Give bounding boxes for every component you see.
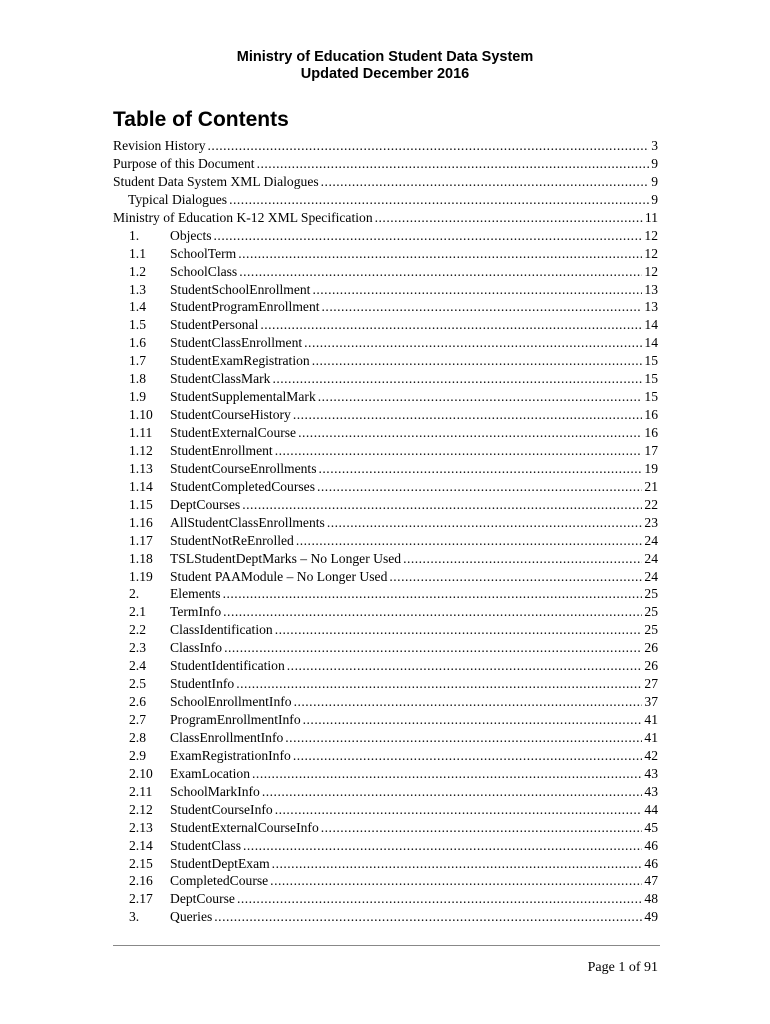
- toc-dot-leader: [321, 819, 643, 837]
- toc-list: [113, 137, 658, 926]
- toc-entry-number: 2.11: [129, 783, 153, 799]
- toc-dot-leader: [208, 137, 650, 155]
- toc-entry-number: 2.14: [129, 837, 153, 853]
- toc-entry-title: AllStudentClassEnrollments: [170, 514, 325, 530]
- toc-dot-leader: [317, 478, 642, 496]
- toc-entry-title: StudentInfo: [170, 676, 235, 692]
- toc-entry-title: ClassInfo: [170, 640, 223, 656]
- toc-entry-page: 22: [644, 496, 658, 512]
- toc-dot-leader: [327, 514, 643, 532]
- toc-entry[interactable]: [113, 496, 658, 514]
- toc-entry[interactable]: [113, 370, 658, 388]
- toc-entry[interactable]: [113, 442, 658, 460]
- toc-entry-page: 12: [644, 227, 658, 243]
- toc-entry[interactable]: [113, 352, 658, 370]
- toc-entry-title: ClassEnrollmentInfo: [170, 729, 284, 745]
- toc-dot-leader: [321, 173, 650, 191]
- toc-dot-leader: [275, 801, 643, 819]
- toc-entry-number: 2.10: [129, 765, 153, 781]
- toc-entry-number: 2.16: [129, 873, 153, 889]
- toc-entry[interactable]: [113, 783, 658, 801]
- toc-entry-title: Elements: [170, 586, 221, 602]
- toc-entry[interactable]: [113, 693, 658, 711]
- page-number: Page 1 of 91: [587, 960, 658, 975]
- toc-entry-page: 16: [644, 425, 658, 440]
- toc-entry-title: Purpose of this Document: [113, 155, 255, 171]
- toc-entry-page: 26: [644, 658, 658, 674]
- toc-dot-leader: [275, 621, 643, 639]
- toc-entry-number: 1.4: [129, 299, 146, 315]
- toc-dot-leader: [298, 424, 642, 442]
- toc-dot-leader: [229, 191, 649, 209]
- toc-entry-page: 12: [644, 263, 658, 279]
- toc-dot-leader: [214, 908, 642, 926]
- toc-entry-number: 1.7: [129, 353, 146, 369]
- toc-entry-page: 43: [644, 765, 658, 781]
- toc-entry-number: 1.9: [129, 389, 146, 405]
- toc-entry-title: Objects: [170, 227, 212, 243]
- toc-dot-leader: [312, 352, 643, 370]
- toc-entry-title: ProgramEnrollmentInfo: [170, 712, 301, 727]
- toc-entry-number: 2.2: [129, 622, 146, 638]
- toc-entry-title: StudentPersonal: [170, 317, 259, 333]
- toc-entry[interactable]: [113, 621, 658, 639]
- toc-dot-leader: [285, 729, 642, 747]
- toc-entry-title: StudentClass: [170, 837, 241, 853]
- toc-entry-title: Revision History: [113, 138, 206, 153]
- toc-entry-page: 26: [644, 640, 658, 656]
- toc-entry-number: 1.16: [129, 514, 153, 530]
- toc-entry[interactable]: [113, 872, 658, 890]
- toc-entry[interactable]: [113, 137, 658, 155]
- toc-dot-leader: [260, 316, 642, 334]
- toc-entry-page: 45: [644, 819, 658, 835]
- toc-entry-number: 1.12: [129, 442, 153, 458]
- toc-entry-page: 21: [644, 478, 658, 494]
- toc-dot-leader: [312, 281, 642, 299]
- toc-entry-title: ExamRegistrationInfo: [170, 747, 291, 763]
- toc-entry-page: 13: [644, 281, 658, 297]
- toc-entry-page: 48: [644, 891, 658, 907]
- toc-dot-leader: [296, 532, 643, 550]
- toc-dot-leader: [403, 550, 642, 568]
- toc-entry-page: 47: [644, 873, 658, 889]
- toc-dot-leader: [224, 639, 642, 657]
- toc-entry-page: 9: [651, 191, 658, 207]
- toc-entry-page: 37: [644, 694, 658, 710]
- toc-entry-title: StudentCourseHistory: [170, 407, 291, 423]
- toc-entry-number: 1.17: [129, 532, 153, 548]
- toc-entry-number: 1.13: [129, 460, 153, 476]
- toc-entry[interactable]: [113, 855, 658, 873]
- toc-dot-leader: [293, 406, 643, 424]
- toc-dot-leader: [272, 370, 642, 388]
- toc-entry[interactable]: [113, 765, 658, 783]
- toc-entry-number: 1.8: [129, 371, 146, 387]
- toc-dot-leader: [237, 890, 642, 908]
- toc-entry-page: 41: [644, 712, 658, 727]
- toc-entry[interactable]: [113, 585, 658, 603]
- header-date: Updated December 2016: [300, 66, 470, 82]
- toc-entry-page: 9: [651, 155, 658, 171]
- toc-dot-leader: [214, 227, 643, 245]
- toc-entry-page: 14: [644, 317, 658, 333]
- toc-entry-title: StudentExamRegistration: [170, 353, 310, 369]
- toc-dot-leader: [294, 693, 643, 711]
- toc-dot-leader: [272, 855, 643, 873]
- toc-entry[interactable]: [113, 837, 658, 855]
- toc-entry[interactable]: [113, 514, 658, 532]
- toc-entry-title: StudentClassMark: [170, 371, 271, 387]
- toc-dot-leader: [239, 263, 642, 281]
- toc-entry-title: StudentNotReEnrolled: [170, 532, 294, 548]
- toc-entry-page: 23: [644, 514, 658, 530]
- toc-entry-title: CompletedCourse: [170, 873, 269, 889]
- toc-entry-number: 2.15: [129, 855, 153, 871]
- toc-entry[interactable]: [113, 460, 658, 478]
- toc-entry-number: 2.12: [129, 801, 153, 817]
- toc-entry-number: 1.15: [129, 496, 153, 512]
- toc-entry-title: StudentExternalCourseInfo: [170, 819, 319, 835]
- toc-entry-title: ExamLocation: [170, 765, 251, 781]
- toc-entry[interactable]: [113, 657, 658, 675]
- toc-entry-page: 41: [644, 729, 658, 745]
- toc-entry-page: 19: [644, 460, 658, 476]
- toc-entry-number: 2.1: [129, 604, 146, 620]
- toc-entry[interactable]: [113, 603, 658, 621]
- toc-entry-number: 2.4: [129, 658, 146, 674]
- toc-entry[interactable]: [113, 406, 658, 424]
- toc-entry-page: 13: [644, 299, 658, 315]
- toc-entry-page: 15: [644, 353, 658, 369]
- toc-entry-page: 46: [644, 837, 658, 853]
- toc-dot-leader: [223, 603, 642, 621]
- toc-entry-title: Student Data System XML Dialogues: [113, 173, 319, 189]
- header-title: Ministry of Education Student Data System: [236, 49, 534, 65]
- toc-entry[interactable]: [113, 191, 658, 209]
- toc-entry-page: 42: [644, 747, 658, 763]
- toc-dot-leader: [319, 460, 643, 478]
- toc-entry-page: 43: [644, 783, 658, 799]
- toc-entry-page: 46: [644, 855, 658, 871]
- toc-entry-page: 49: [644, 909, 658, 925]
- toc-entry[interactable]: [113, 801, 658, 819]
- toc-entry[interactable]: [113, 675, 658, 693]
- toc-entry-number: 1.2: [129, 263, 146, 279]
- toc-dot-leader: [223, 585, 643, 603]
- toc-entry-page: 24: [644, 568, 658, 584]
- toc-entry-title: DeptCourses: [170, 496, 241, 512]
- toc-dot-leader: [389, 568, 642, 586]
- toc-entry-page: 11: [644, 209, 658, 225]
- toc-entry-number: 2.5: [129, 676, 146, 692]
- toc-entry-title: SchoolClass: [170, 263, 238, 279]
- toc-entry-title: Queries: [170, 909, 213, 925]
- toc-entry[interactable]: [113, 711, 658, 729]
- toc-dot-leader: [262, 783, 643, 801]
- toc-entry-title: StudentIdentification: [170, 658, 285, 674]
- toc-entry[interactable]: [113, 316, 658, 334]
- toc-entry-page: 15: [644, 371, 658, 387]
- toc-entry[interactable]: [113, 424, 658, 442]
- toc-entry[interactable]: [113, 478, 658, 496]
- toc-dot-leader: [287, 657, 643, 675]
- toc-entry-page: 9: [651, 173, 658, 189]
- toc-entry[interactable]: [113, 747, 658, 765]
- toc-entry-title: SchoolTerm: [170, 245, 237, 261]
- toc-entry-page: 24: [644, 550, 658, 566]
- toc-dot-leader: [236, 675, 642, 693]
- toc-entry-number: 1.14: [129, 478, 153, 494]
- toc-dot-leader: [303, 711, 643, 729]
- toc-dot-leader: [243, 837, 642, 855]
- toc-entry[interactable]: [113, 298, 658, 316]
- toc-dot-leader: [242, 496, 642, 514]
- toc-heading: Table of Contents: [113, 108, 289, 131]
- toc-entry-title: StudentClassEnrollment: [170, 335, 303, 351]
- toc-entry-page: 25: [644, 622, 658, 638]
- toc-entry-page: 16: [644, 407, 658, 423]
- toc-dot-leader: [252, 765, 642, 783]
- toc-entry-title: StudentSchoolEnrollment: [170, 281, 311, 297]
- toc-entry-page: 27: [644, 676, 658, 692]
- toc-entry-title: StudentExternalCourse: [170, 425, 297, 440]
- toc-entry-page: 25: [644, 604, 658, 620]
- toc-entry[interactable]: [113, 532, 658, 550]
- toc-entry[interactable]: [113, 729, 658, 747]
- toc-entry-title: Student PAAModule – No Longer Used: [170, 568, 388, 584]
- toc-entry[interactable]: [113, 639, 658, 657]
- toc-entry-page: 25: [644, 586, 658, 602]
- toc-entry-title: StudentDeptExam: [170, 855, 270, 871]
- toc-entry-number: 1.: [129, 227, 140, 243]
- toc-entry-page: 15: [644, 389, 658, 405]
- toc-entry[interactable]: [113, 155, 658, 173]
- toc-entry[interactable]: [113, 263, 658, 281]
- toc-entry-number: 1.11: [129, 425, 153, 440]
- toc-entry-title: StudentCourseInfo: [170, 801, 273, 817]
- toc-entry[interactable]: [113, 568, 658, 586]
- toc-entry-number: 2.6: [129, 694, 146, 710]
- toc-entry-number: 1.18: [129, 550, 153, 566]
- toc-entry-title: DeptCourse: [170, 891, 235, 907]
- toc-dot-leader: [257, 155, 650, 173]
- toc-dot-leader: [270, 872, 642, 890]
- toc-entry-page: 14: [644, 335, 658, 351]
- toc-entry-number: 3.: [129, 909, 140, 925]
- toc-entry-title: StudentProgramEnrollment: [170, 299, 320, 315]
- toc-entry-page: 12: [644, 245, 658, 261]
- toc-entry-title: StudentCompletedCourses: [170, 478, 315, 494]
- toc-entry-page: 17: [644, 442, 658, 458]
- toc-entry[interactable]: [113, 209, 658, 227]
- toc-entry[interactable]: [113, 173, 658, 191]
- toc-entry[interactable]: [113, 890, 658, 908]
- toc-entry-number: 2.13: [129, 819, 153, 835]
- toc-dot-leader: [322, 298, 643, 316]
- toc-entry-title: SchoolMarkInfo: [170, 783, 260, 799]
- toc-entry-number: 1.10: [129, 407, 153, 423]
- toc-entry[interactable]: [113, 550, 658, 568]
- toc-entry[interactable]: [113, 281, 658, 299]
- toc-entry-title: StudentCourseEnrollments: [170, 460, 317, 476]
- toc-entry-page: 44: [644, 801, 658, 817]
- toc-dot-leader: [375, 209, 643, 227]
- toc-entry-title: StudentEnrollment: [170, 442, 273, 458]
- toc-entry-title: TSLStudentDeptMarks – No Longer Used: [170, 550, 402, 566]
- toc-entry[interactable]: [113, 819, 658, 837]
- toc-entry-number: 1.6: [129, 335, 146, 351]
- document-header: [0, 49, 770, 83]
- toc-entry-number: 1.1: [129, 245, 146, 261]
- toc-entry-number: 1.19: [129, 568, 153, 584]
- toc-dot-leader: [318, 388, 643, 406]
- toc-entry-number: 2.8: [129, 729, 146, 745]
- toc-entry-number: 2.3: [129, 640, 146, 656]
- toc-entry[interactable]: [113, 334, 658, 352]
- toc-entry-title: StudentSupplementalMark: [170, 389, 316, 405]
- toc-entry-page: 3: [651, 138, 658, 153]
- toc-entry-title: Ministry of Education K-12 XML Specification: [113, 209, 373, 225]
- toc-dot-leader: [293, 747, 643, 765]
- toc-dot-leader: [238, 245, 642, 263]
- toc-entry-number: 2.7: [129, 712, 146, 727]
- toc-dot-leader: [304, 334, 642, 352]
- toc-entry[interactable]: [113, 245, 658, 263]
- toc-entry-number: 2.17: [129, 891, 153, 907]
- footer-divider: [113, 945, 660, 946]
- toc-entry-title: TermInfo: [170, 604, 222, 620]
- toc-entry[interactable]: [113, 908, 658, 926]
- toc-entry-number: 2.: [129, 586, 140, 602]
- toc-entry-title: ClassIdentification: [170, 622, 273, 638]
- toc-dot-leader: [275, 442, 643, 460]
- toc-entry-title: SchoolEnrollmentInfo: [170, 694, 292, 710]
- toc-entry[interactable]: [113, 227, 658, 245]
- toc-entry-title: Typical Dialogues: [128, 191, 228, 207]
- toc-entry[interactable]: [113, 388, 658, 406]
- toc-entry-number: 1.5: [129, 317, 146, 333]
- toc-entry-number: 1.3: [129, 281, 146, 297]
- toc-entry-number: 2.9: [129, 747, 146, 763]
- toc-entry-page: 24: [644, 532, 658, 548]
